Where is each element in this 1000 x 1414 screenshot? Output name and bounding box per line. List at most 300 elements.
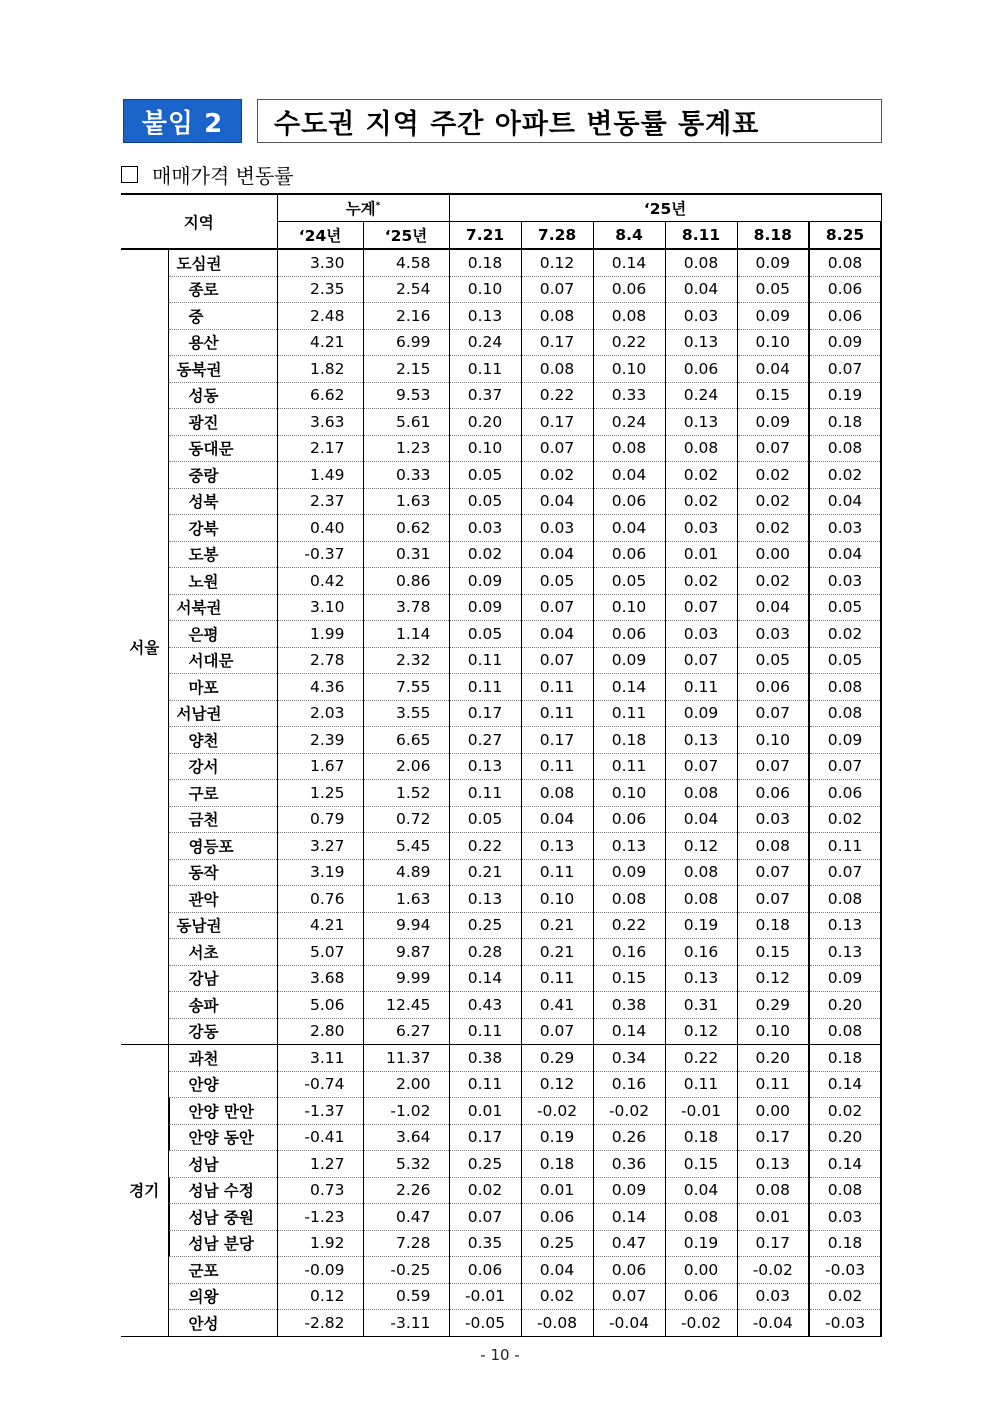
weekly-value: 0.47 [593,1230,665,1257]
weekly-value: 0.13 [449,753,521,780]
weekly-value: 0.12 [665,833,737,860]
weekly-value: 0.07 [593,1283,665,1310]
cum-col-1-header: ‘25년 [363,222,449,250]
table-row [121,621,881,648]
cumulative-header [277,194,449,222]
weekly-value: 0.11 [521,859,593,886]
district-name: 동남권 [168,912,277,939]
weekly-value: 0.06 [593,621,665,648]
district-name: 은평 [168,621,277,648]
district-name: 안양 만안 [168,1098,277,1125]
weekly-value: 0.17 [521,727,593,754]
table-row [121,568,881,595]
table-row [121,1310,881,1337]
weekly-value: 0.20 [737,1045,809,1072]
district-name: 동북권 [168,356,277,383]
weekly-value: 0.02 [449,541,521,568]
weekly-value: 0.25 [449,912,521,939]
weekly-value: 0.11 [593,700,665,727]
weekly-value: 0.00 [737,1098,809,1125]
weekly-value: 0.14 [593,674,665,701]
weekly-value: 0.02 [809,462,881,489]
weekly-value: 0.09 [809,329,881,356]
weekly-value: 0.03 [665,621,737,648]
weekly-value: 0.02 [737,515,809,542]
table-row [121,1045,881,1072]
table-row [121,912,881,939]
table-row [121,249,881,276]
weekly-value: 0.11 [449,356,521,383]
weekly-value: 0.05 [809,647,881,674]
weekly-value: 0.09 [593,859,665,886]
weekly-value: 0.13 [665,329,737,356]
cumulative-value: 0.12 [277,1283,363,1310]
cumulative-value: 1.63 [363,886,449,913]
district-name: 안성 [168,1310,277,1337]
weekly-value: 0.12 [737,965,809,992]
cumulative-value: 1.25 [277,780,363,807]
cumulative-value: -1.37 [277,1098,363,1125]
cumulative-value: -0.41 [277,1124,363,1151]
district-name: 서남권 [168,700,277,727]
weekly-value: 0.08 [593,886,665,913]
weekly-value: 0.08 [809,249,881,276]
weekly-value: 0.11 [449,1071,521,1098]
weekly-value: 0.06 [593,488,665,515]
district-name: 도심권 [168,249,277,276]
weekly-value: 0.10 [737,329,809,356]
weekly-value: 0.07 [809,859,881,886]
weekly-value: 0.38 [593,992,665,1019]
weekly-value: 0.09 [593,1177,665,1204]
weekly-value: 0.01 [521,1177,593,1204]
weekly-value: 0.07 [737,753,809,780]
weekly-value: 0.10 [737,727,809,754]
weekly-value: 0.07 [737,435,809,462]
weekly-value: 0.20 [809,1124,881,1151]
table-row [121,276,881,303]
cumulative-value: 2.03 [277,700,363,727]
weekly-value: 0.03 [809,568,881,595]
weekly-value: 0.08 [809,674,881,701]
weekly-value: 0.11 [521,965,593,992]
weekly-value: 0.07 [809,753,881,780]
weekly-value: 0.08 [665,780,737,807]
weekly-value: -0.01 [665,1098,737,1125]
table-row [121,541,881,568]
weekly-value: 0.06 [521,1204,593,1231]
district-name: 중랑 [168,462,277,489]
cumulative-value: -1.23 [277,1204,363,1231]
weekly-value: 0.00 [665,1257,737,1284]
weekly-value: 0.18 [737,912,809,939]
district-name: 서북권 [168,594,277,621]
weekly-value: 0.05 [737,276,809,303]
region-group-label: 경기 [121,1045,168,1337]
weekly-value: 0.11 [593,753,665,780]
cumulative-value: 3.68 [277,965,363,992]
cumulative-value: 1.67 [277,753,363,780]
cumulative-value: -0.09 [277,1257,363,1284]
cumulative-value: 5.61 [363,409,449,436]
weekly-value: 0.03 [737,621,809,648]
weekly-value: 0.12 [521,1071,593,1098]
weekly-value: 0.07 [737,886,809,913]
cumulative-value: -1.02 [363,1098,449,1125]
weekly-value: 0.08 [665,886,737,913]
weekly-value: 0.14 [593,1204,665,1231]
cumulative-value: 7.28 [363,1230,449,1257]
cumulative-value: 1.63 [363,488,449,515]
cumulative-value: 4.21 [277,329,363,356]
weekly-value: 0.07 [737,859,809,886]
weekly-value: -0.02 [665,1310,737,1337]
weekly-value: 0.09 [449,568,521,595]
weekly-value: 0.13 [665,727,737,754]
weekly-value: 0.04 [593,462,665,489]
district-name: 노원 [168,568,277,595]
weekly-value: 0.02 [665,488,737,515]
weekly-value: 0.21 [521,939,593,966]
cumulative-value: 0.73 [277,1177,363,1204]
table-row [121,1071,881,1098]
weekly-value: -0.03 [809,1310,881,1337]
weekly-value: 0.04 [809,541,881,568]
weekly-value: 0.05 [449,488,521,515]
weekly-value: 0.04 [665,276,737,303]
weekly-value: 0.12 [665,1018,737,1045]
cumulative-value: 1.92 [277,1230,363,1257]
table-row [121,859,881,886]
week-col-0-header: 7.21 [449,222,521,250]
district-name: 도봉 [168,541,277,568]
weekly-value: 0.08 [665,249,737,276]
weekly-value: 0.03 [809,515,881,542]
weekly-value: 0.18 [593,727,665,754]
weekly-value: 0.21 [449,859,521,886]
cumulative-value: -0.25 [363,1257,449,1284]
weekly-value: 0.18 [665,1124,737,1151]
weekly-value: 0.02 [521,1283,593,1310]
weekly-value: 0.17 [737,1230,809,1257]
table-row [121,992,881,1019]
weekly-value: 0.16 [593,1071,665,1098]
weekly-value: -0.01 [449,1283,521,1310]
cumulative-value: -0.74 [277,1071,363,1098]
weekly-value: 0.11 [521,674,593,701]
cumulative-value: 2.15 [363,356,449,383]
district-name: 의왕 [168,1283,277,1310]
weekly-value: 0.08 [809,1018,881,1045]
weekly-value: 0.34 [593,1045,665,1072]
cumulative-value: 12.45 [363,992,449,1019]
weekly-value: 0.08 [809,1177,881,1204]
table-row [121,1098,881,1125]
week-col-4-header: 8.18 [737,222,809,250]
weekly-value: 0.03 [665,515,737,542]
district-name: 중 [168,303,277,330]
district-name: 광진 [168,409,277,436]
weekly-value: 0.04 [665,1177,737,1204]
price-change-table [121,193,882,1337]
weekly-value: 0.09 [737,409,809,436]
checkbox-icon [121,166,138,183]
weekly-value: 0.22 [449,833,521,860]
cumulative-value: 3.63 [277,409,363,436]
district-name: 마포 [168,674,277,701]
weekly-value: 0.11 [737,1071,809,1098]
weekly-value: 0.05 [521,568,593,595]
weekly-value: 0.02 [809,1098,881,1125]
district-name: 안양 동안 [168,1124,277,1151]
district-name: 성남 분당 [168,1230,277,1257]
weekly-value: 0.07 [521,1018,593,1045]
weekly-value: 0.07 [521,435,593,462]
cumulative-value: 3.19 [277,859,363,886]
cumulative-value: 0.59 [363,1283,449,1310]
weekly-value: 0.07 [521,276,593,303]
cumulative-value: 3.64 [363,1124,449,1151]
cumulative-value: 9.99 [363,965,449,992]
weekly-value: 0.08 [593,303,665,330]
cumulative-value: 4.58 [363,249,449,276]
weekly-value: 0.13 [737,1151,809,1178]
cumulative-value: 2.78 [277,647,363,674]
district-name: 종로 [168,276,277,303]
weekly-value: 0.29 [737,992,809,1019]
cumulative-value: 9.87 [363,939,449,966]
weekly-value: 0.10 [449,276,521,303]
weekly-value: -0.04 [737,1310,809,1337]
weekly-value: 0.11 [665,674,737,701]
district-name: 강동 [168,1018,277,1045]
weekly-value: 0.03 [521,515,593,542]
cumulative-value: 1.52 [363,780,449,807]
weekly-value: 0.29 [521,1045,593,1072]
section-header [123,99,882,143]
weekly-value: 0.06 [809,276,881,303]
weekly-value: 0.07 [449,1204,521,1231]
weekly-value: 0.05 [449,806,521,833]
weekly-value: 0.04 [737,356,809,383]
cumulative-value: 6.27 [363,1018,449,1045]
cumulative-value: 0.47 [363,1204,449,1231]
weekly-value: 0.06 [593,806,665,833]
district-name: 동대문 [168,435,277,462]
weekly-value: 0.02 [809,621,881,648]
weekly-value: 0.05 [449,462,521,489]
weekly-value: 0.10 [737,1018,809,1045]
cumulative-value: 1.14 [363,621,449,648]
table-row [121,1018,881,1045]
weekly-value: 0.01 [737,1204,809,1231]
weekly-value: 0.20 [809,992,881,1019]
cumulative-value: 11.37 [363,1045,449,1072]
weekly-value: 0.17 [737,1124,809,1151]
weekly-value: 0.24 [665,382,737,409]
subsection-heading [121,160,294,189]
weekly-value: 0.18 [809,409,881,436]
cumulative-value: 0.79 [277,806,363,833]
weekly-value: 0.09 [737,249,809,276]
weekly-value: 0.18 [809,1045,881,1072]
weekly-value: 0.18 [809,1230,881,1257]
cumulative-value: 2.54 [363,276,449,303]
weekly-value: 0.36 [593,1151,665,1178]
weekly-value: 0.14 [449,965,521,992]
cumulative-value: 4.36 [277,674,363,701]
weekly-value: 0.06 [665,356,737,383]
district-name: 서대문 [168,647,277,674]
table-row [121,1177,881,1204]
cumulative-value: 4.89 [363,859,449,886]
weekly-value: 0.02 [809,806,881,833]
cumulative-value: 0.31 [363,541,449,568]
weekly-value: -0.08 [521,1310,593,1337]
weekly-value: 0.10 [521,886,593,913]
weekly-value: 0.10 [593,780,665,807]
table-row [121,647,881,674]
weekly-value: 0.13 [809,939,881,966]
weekly-value: 0.08 [665,859,737,886]
weekly-value: 0.37 [449,382,521,409]
weekly-value: 0.03 [449,515,521,542]
page-title: 수도권 지역 주간 아파트 변동률 통계표 [257,99,882,143]
weekly-value: 0.24 [449,329,521,356]
district-name: 구로 [168,780,277,807]
cumulative-value: 0.76 [277,886,363,913]
table-row [121,1204,881,1231]
weekly-value: 0.12 [521,249,593,276]
cumulative-value: 6.99 [363,329,449,356]
weekly-value: 0.01 [449,1098,521,1125]
region-header: 지역 [121,194,277,249]
cumulative-footnote-mark: * [375,200,381,211]
weekly-value: 0.09 [809,727,881,754]
cumulative-value: 9.53 [363,382,449,409]
weekly-value: 0.11 [449,647,521,674]
weekly-value: 0.08 [809,700,881,727]
cumulative-value: 0.40 [277,515,363,542]
weekly-value: 0.13 [593,833,665,860]
weekly-value: 0.15 [593,965,665,992]
weekly-value: 0.06 [593,1257,665,1284]
weekly-value: 0.18 [521,1151,593,1178]
district-name: 성남 중원 [168,1204,277,1231]
weekly-value: 0.07 [521,647,593,674]
cumulative-value: 2.39 [277,727,363,754]
weekly-value: 0.11 [665,1071,737,1098]
weekly-value: 0.05 [593,568,665,595]
weekly-value: 0.04 [521,621,593,648]
weekly-value: 0.14 [593,249,665,276]
weekly-value: 0.15 [737,939,809,966]
weekly-value: 0.02 [449,1177,521,1204]
weekly-value: 0.07 [665,753,737,780]
cumulative-value: 2.26 [363,1177,449,1204]
weekly-value: 0.02 [665,462,737,489]
weekly-value: 0.08 [665,435,737,462]
weekly-value: 0.43 [449,992,521,1019]
weekly-value: 0.03 [737,806,809,833]
page-number: - 10 - [480,1346,520,1364]
weekly-value: 0.08 [809,886,881,913]
cumulative-value: 5.32 [363,1151,449,1178]
weekly-value: 0.13 [665,965,737,992]
weekly-value: 0.19 [809,382,881,409]
weekly-value: 0.17 [521,329,593,356]
weekly-value: 0.17 [449,1124,521,1151]
table-row [121,329,881,356]
subsection-title: 매매가격 변동률 [152,164,294,188]
weekly-value: 0.08 [521,780,593,807]
weekly-value: 0.06 [809,303,881,330]
table-row [121,700,881,727]
table-row [121,462,881,489]
weekly-value: 0.14 [809,1151,881,1178]
weekly-value: 0.13 [449,303,521,330]
district-name: 서초 [168,939,277,966]
weekly-value: 0.27 [449,727,521,754]
weekly-value: 0.35 [449,1230,521,1257]
weekly-value: 0.07 [809,356,881,383]
district-name: 관악 [168,886,277,913]
weekly-value: 0.09 [449,594,521,621]
weekly-value: 0.05 [449,621,521,648]
district-name: 성북 [168,488,277,515]
cumulative-value: 4.21 [277,912,363,939]
cumulative-value: 1.99 [277,621,363,648]
district-name: 용산 [168,329,277,356]
weekly-value: 0.22 [665,1045,737,1072]
weekly-value: 0.06 [449,1257,521,1284]
weekly-value: 0.16 [593,939,665,966]
table-row [121,965,881,992]
weekly-value: 0.17 [521,409,593,436]
region-group-label: 서울 [121,249,168,1045]
district-name: 금천 [168,806,277,833]
cumulative-value: 3.30 [277,249,363,276]
district-name: 영등포 [168,833,277,860]
weekly-value: 0.02 [737,568,809,595]
table-row [121,674,881,701]
weekly-value: 0.07 [665,594,737,621]
district-name: 양천 [168,727,277,754]
weekly-value: -0.02 [593,1098,665,1125]
weekly-value: 0.11 [449,674,521,701]
weekly-value: 0.07 [665,647,737,674]
cumulative-value: 7.55 [363,674,449,701]
cumulative-value: 2.48 [277,303,363,330]
weekly-value: 0.02 [737,488,809,515]
cumulative-value: 5.45 [363,833,449,860]
weekly-value: 0.01 [665,541,737,568]
cumulative-value: -2.82 [277,1310,363,1337]
weekly-value: 0.13 [809,912,881,939]
weekly-value: 0.04 [521,541,593,568]
weekly-value: 0.11 [449,1018,521,1045]
weekly-value: 0.08 [809,435,881,462]
cumulative-value: 9.94 [363,912,449,939]
weekly-value: 0.08 [665,1204,737,1231]
cumulative-value: 3.27 [277,833,363,860]
weekly-value: 0.11 [449,780,521,807]
weekly-value: 0.06 [809,780,881,807]
cumulative-value: 1.49 [277,462,363,489]
district-name: 군포 [168,1257,277,1284]
weekly-value: 0.05 [737,647,809,674]
table-row [121,303,881,330]
